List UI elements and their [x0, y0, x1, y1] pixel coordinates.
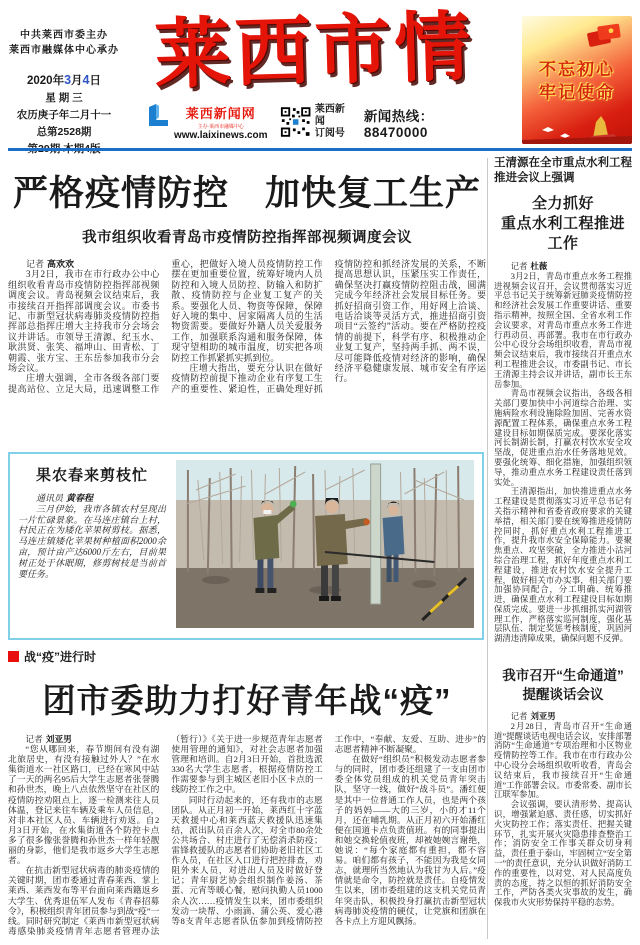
- kicker-square-icon: [8, 651, 19, 662]
- youth-article-body: [8, 734, 486, 945]
- water-title-line-2: 重点水利工程推进工作: [500, 216, 625, 252]
- orchard-article: [8, 452, 484, 640]
- lead-headline: 严格疫情防控 加快复工生产: [12, 174, 481, 213]
- news-hotline: 新闻热线：88470000: [363, 108, 434, 140]
- date-day-number: 4: [82, 73, 90, 87]
- qr-label: [315, 104, 352, 140]
- statue-icon: [522, 110, 632, 144]
- date-month-unit: 月: [71, 75, 83, 87]
- orchard-byline: [18, 493, 166, 504]
- water-article-body: [494, 262, 632, 644]
- publisher-line-2: 莱西市融媒体中心承办: [9, 45, 119, 56]
- paragraph: 同时行动起来的，还有我市的志愿团队。从正月初一开始，莱西红十字蓝天救援中心和莱西蓝天救援队迅速集结，派出队员百余人次，对全市80余处公共场合、村庄进行了无偿消杀防疫；雷锋救援队的志愿者们协助老旧社区工作人员，在社区入口进行把控排查，劝阻外来人员，对进出人员及时做好登记；青年厨艺协会组织制作姜汤、茶蛋、元宵等暖心餐，慰问执勤人员1000余人次……疫情发生以来，团市委组织发动一块帮、小雨滴、蒲公英、爱心港等8支青年志愿者队伍参加到疫情防控工作中，“奉献、友爱、互助、进步”的志愿者精神不断凝聚。: [171, 734, 486, 926]
- publisher-line-1: 中共莱西市委主办: [20, 30, 108, 41]
- weekday: 星 期 三: [45, 92, 83, 104]
- byline-label: 通讯员: [36, 493, 64, 503]
- qr-label-line-2: 订阅号: [314, 128, 345, 139]
- masthead-divider: [8, 148, 632, 151]
- byline-name: 杜薇: [530, 262, 548, 271]
- lifeline-byline: [494, 712, 632, 722]
- lifeline-title-line-2: 提醒谈话会议: [522, 687, 604, 703]
- qr-label-line-1: 莱西新闻: [314, 104, 345, 127]
- youth-headline: 团市委助力打好青年战“疫”: [42, 682, 452, 719]
- slogan-line-2: 牢记使命: [539, 83, 615, 102]
- lead-subheadline: 我市组织收看青岛市疫情防控指挥部视频调度会议: [82, 230, 412, 246]
- kicker-label: 战“疫”进行时: [24, 650, 97, 664]
- date-month-number: 3: [64, 73, 72, 87]
- water-title-line-1: 全力抓好: [531, 196, 594, 212]
- paragraph: 在抗击新型冠状病毒的肺炎疫情的关键时期，团市委通过青春莱西、掌上莱西、莱西发布等平台面向莱西籍返乡大学生、优秀退伍军人发布《青春招募令》，积极组织青年团员参与到战“疫”一线。同时研究制定《莱西市新型冠状病毒感染肺炎疫情青年志愿者管理办法（暂行）》《关于进一步规范青年志愿者使用管理的通知》，对社会志愿者加强管理和培训。自2月3日开始，首批选派330名大学生志愿者，根据疫情防控工作需要参与到主城区老旧小区卡点的一线防控工作之中。: [8, 734, 323, 936]
- paragraph: 3月2日，青岛市重点水务工程推进视频会议召开，会议贯彻落实习近平总书记关于统筹新冠肺炎疫情防控和经济社会发展工作重要讲话、重要指示精神，按照全国、全省水利工作会议要求，对青岛市重点水务工作进行再动员、再部署。我市在市行政办公中心设分会场组织收看，青岛市视频会议结束后，我市接续召开重点水利工程推进会议，市委副书记、市长王清源主持会议并讲话，副市长王东岳参加。: [494, 271, 632, 389]
- logo-l-icon: [148, 103, 170, 129]
- lifeline-title: [494, 666, 632, 704]
- slogan-text: [522, 58, 632, 104]
- newspaper-title: 莱西市情: [153, 5, 476, 99]
- date-year: 2020年: [27, 75, 65, 87]
- lunar-date: 农历庚子年二月十一: [16, 109, 112, 121]
- publication-date: [8, 72, 120, 90]
- water-title: [494, 194, 632, 254]
- right-column: [494, 156, 632, 908]
- logo-subtitle: 主办·莱西市融媒中心: [197, 124, 244, 130]
- lead-article: [8, 158, 486, 401]
- paragraph: 青岛市视频会议指出，各级各相关部门要加快中小河道综合治理、实施病险水利设施除险加固、完善水资源配置工程体系，确保重点水务工程建设目标如期保质完成。要深化落实河长制湖长制，打赢农村饮水安全攻坚战，促进重点治水任务落地见效。要强化统筹、细化措施，加强组织领导，推动重点水务工程建设责任落到实处。: [494, 389, 632, 487]
- orchard-photo-image: [176, 460, 474, 628]
- issue-total: 总第2528期: [36, 126, 92, 138]
- paragraph: 三月伊始，我市各镇农村呈现出一片忙碌景象。在马连庄镇台上村，村民正在为矮化苹果树剪枝。据悉，马连庄镇矮化苹果树种植面积2000余亩，预计亩产达6000斤左右，目前果树正处于休眠期，修剪树枝是当前首要任务。: [18, 503, 166, 579]
- orchard-photo: [176, 460, 474, 628]
- paragraph: 庄增大强调，全市各级各部门要提高站位、立足大局，迅速调整工作重心，把做好入境人员疫情防控工作摆在更加重要位置，统筹好境内人员防控和入境人员防控、防输入和防扩散、疫情防控与企业复工复产的关系。要强化人员、物资等保障，保障好入境的集中、居家隔离人员的生活物资需要。要做好外籍人员关爱服务工作，加强联系沟通和服务保障，体现守望相助的城市温度，切实把各项防控工作抓紧抓实抓到位。: [8, 259, 323, 394]
- youth-byline: [8, 734, 159, 744]
- masthead-services-row: [148, 100, 488, 144]
- lifeline-article-body: [494, 712, 632, 908]
- byline-label: 记者: [25, 734, 43, 744]
- paragraph: 2月28日，青岛市召开“生命通道”提醒谈话电视电话会议，安排部署消防“生命通道”专项治理和小区物业疫情防控等工作。我市在市行政办公中心设分会场组织收听收看，青岛会议结束后，我市接续召开“生命通道”工作部署会议。市委常委、副市长江联军参加。: [494, 721, 632, 800]
- website-url: www.laixinews.com: [174, 130, 268, 141]
- orchard-body: [18, 493, 166, 579]
- byline-label: 记者: [26, 259, 45, 269]
- byline-label: 记者: [510, 262, 528, 271]
- paragraph: 在做好“组织员”积极发动志愿者参与的同时，团市委还组建了一支由团市委全体党员组成的机关党员青年突击队，坚守一线，做好“战斗员”。潘红便是其中一位普通工作人员，也是两个孩子的妈妈——大的三岁，小的才11个月，还在哺乳期。从正月初六开始潘红便在国道卡点负责值班。有的同事提出和她交换轮值夜班，却被她婉言谢绝，她说：“每个家庭都有重担，都不容易。咱们都有孩子，不能因为我是女同志，就理所当然地认为我甘为人后。”疫情就是命令，防控就是责任。自疫情发生以来，团市委组建的这支机关党员青年突击队，积极投身打赢抗击新型冠状病毒肺炎疫情的硬仗，让党旗和团旗在各卡点上方迎风飘扬。: [334, 754, 486, 926]
- paragraph: 王清源指出，加快推进重点水务工程建设是贯彻落实习近平总书记有关指示精神和省委省政府要求的关键举措，相关部门要在统筹推进疫情防控同时，抓好重点水利工程推进工作，提升我市水安全保障能力。要聚焦重点、攻坚突破，全力推进小沽河综合治理工程，抓好年度重点水利工程建设，推进农村饮水安全提升工程，做好相关市办实事，相关部门要加强协同配合，分工明确、统筹推进，确保重点水利工程建设目标如期保质完成。要进一步抓细抓实河湖管理工作，严格落实巡河制度，强化基层队伍、制定奖惩考核制度，巩固河湖清违清障成果，确保问题不反弹。: [494, 487, 632, 644]
- paragraph: 会议强调，要认清形势、提高认识，增强紧迫感、责任感，切实抓好火灾防控工作；落实责任、把握关键环节，扎实开展火灾隐患排查整治工作；消防安全工作事关群众切身利益，责任重于泰山，牢固树立“安全第一”的责任意识，充分认识做好消防工作的重要性，以对党、对人民高度负责的态度，持之以恒的抓好消防安全工作，严防各类火灾事故的发生，确保我市火灾形势保持平稳的态势。: [494, 800, 632, 908]
- qr-code-icon: [280, 105, 311, 139]
- logo-text: [174, 103, 268, 141]
- orchard-article-text: [18, 460, 166, 632]
- date-day-unit: 日: [89, 75, 101, 87]
- orchard-title: 果农春来剪枝忙: [35, 467, 148, 484]
- byline-name: 黄春程: [66, 493, 94, 503]
- byline-label: 记者: [510, 712, 528, 722]
- publication-info: [8, 28, 120, 158]
- paragraph: 庄增大指出，要充分认识在做好疫情防控前提下推动企业有序复工生产的重要性、紧迫性，正确处理好抓疫情防控和抓经济发展的关系，不断提高思想认识，压紧压实工作责任，确保坚决打赢疫情防控阻击战，圆满完成今年经济社会发展目标任务。要抓好招商引资工作，用好网上洽谈、电话洽谈等灵活方式，推进招商引资项目“云签约”活动。要在严格防控疫情的前提下，科学有序、积极推动企业复工复产，坚持两手抓、两不误，尽可能降低疫情对经济的影响，确保经济平稳健康发展、城市安全有序运行。: [171, 259, 486, 394]
- column-divider: [487, 158, 488, 939]
- youth-article: [8, 648, 486, 945]
- paragraph: 3月2日，我市在市行政办公中心组织收看青岛市疫情防控指挥部视频调度会议。青岛视频会议结束后，我市接续召开指挥部调度会议。市委书记、市新型冠状病毒肺炎疫情防控指挥部总指挥庄增大主持我市分会场会议并讲话。市领导王清源、纪玉水、耿洪贤、张笑、福坤山、田青松、丁朝霞、张方宝、王东岳参加我市分会场会议。: [8, 269, 160, 374]
- water-article: [494, 156, 632, 644]
- paragraph: “您从哪回来，春节期间有没有湖北旅居史，有没有接触过外人？”在水集街道水一社区路口，已经在寒风中站了一天的两名95后大学生志愿者张誉腾和孙世杰，晚上八点依然坚守在社区的疫情防控劝阻点上，逐一检测来往人员体温，登记来往车辆及乘车人员信息，对非本社区人员、车辆进行劝返。自2月3日开始，在水集街道各个防控卡点多了很多像张誉腾和孙世杰一样年轻靓丽的身影，他们是我市返乡大学生志愿者。: [8, 744, 160, 866]
- lifeline-article: [494, 666, 632, 908]
- slogan-line-1: 不忘初心: [539, 60, 615, 79]
- section-kicker: [8, 648, 486, 665]
- byline-name: 刘亚男: [45, 734, 72, 744]
- slogan-banner: [522, 16, 632, 144]
- byline-name: 刘亚男: [530, 712, 556, 722]
- byline-name: 高欢欢: [47, 259, 75, 269]
- water-kicker: 王清源在全市重点水利工程推进会议上强调: [494, 157, 632, 184]
- red-books-icon: [584, 21, 624, 51]
- lead-article-body: [8, 259, 486, 401]
- logo-site-name: 莱西新闻网: [185, 106, 256, 121]
- qr-code-block: [280, 104, 352, 140]
- laixinews-logo: [148, 103, 268, 141]
- lifeline-title-line-1: 我市召开“生命通道”: [502, 668, 624, 684]
- lead-byline: [8, 259, 159, 269]
- water-byline: [494, 262, 632, 272]
